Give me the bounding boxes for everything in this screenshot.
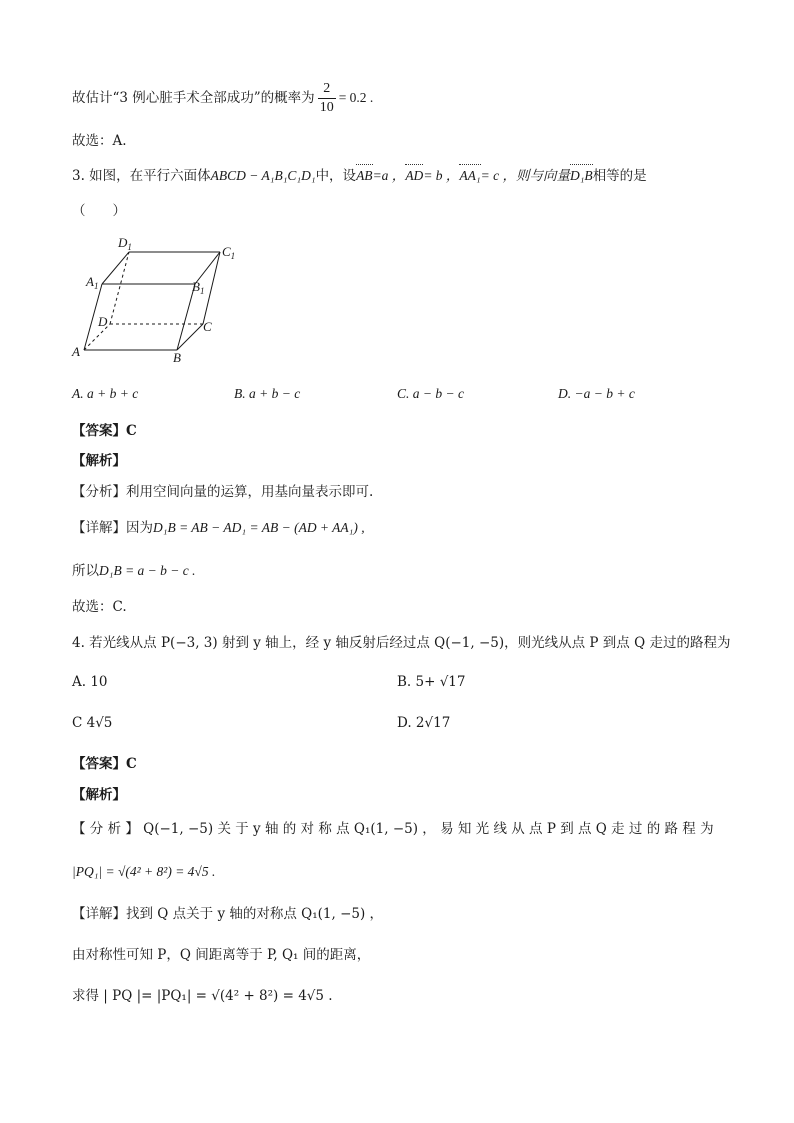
- label-a1: $A_1$: [86, 274, 99, 291]
- option-c: C. a − b − c: [397, 386, 464, 401]
- answer-tag-3: 【答案】C: [72, 423, 137, 439]
- label-b: B: [173, 350, 181, 365]
- label-a: A: [72, 344, 80, 359]
- edge-a1-d1: [102, 252, 129, 284]
- analysis-summary-3: 【分析】利用空间向量的运算，用基向量表示即可.: [72, 484, 374, 500]
- option-b: B. a + b − c: [234, 386, 301, 401]
- detail-3: [72, 518, 365, 538]
- conclusion-3-label: 所以: [72, 563, 99, 579]
- conclusion-3-formula: D₁B = a − b − c .: [99, 563, 196, 578]
- detail-4-line2: 由对称性可知 P，Q 间距离等于 P, Q₁ 间的距离，: [72, 947, 371, 963]
- conclusion-3: [72, 561, 196, 581]
- q3-text: 相等的是: [592, 168, 647, 184]
- q3-solid-name: ABCD − A₁B₁C₁D₁: [210, 168, 316, 183]
- analysis-tag-4: 【解析】: [72, 787, 126, 803]
- analysis-tag-3: 【解析】: [72, 453, 126, 469]
- option-a: A. a + b + c: [72, 386, 139, 401]
- question-4-stem: 4. 若光线从点 P(−3, 3) 射到 y 轴上，经 y 轴反射后经过点 Q(−1, −5)，则光线从点 P 到点 Q 走过的路程为: [72, 635, 731, 651]
- detail-3-label: 【详解】因为: [72, 520, 153, 536]
- label-b1: $B_1$: [192, 279, 205, 296]
- detail-4-line3: 求得 | PQ |= |PQ₁| = √(4² + 8²) = 4√5 .: [72, 988, 333, 1004]
- vector-d1b: D₁B: [570, 166, 593, 186]
- probability-result: = 0.2 .: [338, 90, 374, 105]
- answer-choice-line: 故选：A.: [72, 133, 127, 149]
- probability-text: 故估计“3 例心脏手术全部成功”的概率为: [72, 90, 315, 106]
- q4-option-b: B. 5+ √17: [397, 674, 466, 690]
- choice-3: 故选：C.: [72, 599, 127, 615]
- label-d: D: [98, 314, 108, 329]
- q4-option-a: A. 10: [72, 674, 108, 690]
- fraction: [318, 80, 336, 117]
- fraction-denominator: 10: [319, 100, 334, 115]
- vector-ab: AB: [356, 166, 373, 186]
- question-3-paren: （ ）: [72, 203, 126, 219]
- vector-aa1: AA₁: [459, 166, 480, 186]
- parallelepiped-figure: [70, 232, 250, 367]
- q3-eq: = c ，则与向量: [480, 168, 570, 183]
- line-probability: [72, 80, 373, 117]
- fraction-numerator: 2: [323, 81, 331, 96]
- detail-4-line1: 【详解】找到 Q 点关于 y 轴的对称点 Q₁(1, −5) ，: [72, 906, 384, 922]
- option-d: D. −a − b + c: [558, 386, 635, 401]
- q3-eq: = b ，: [423, 168, 460, 183]
- detail-3-formula: D₁B = AB − AD₁ = AB − (AD + AA₁) ,: [153, 520, 365, 535]
- vector-ad: AD: [405, 166, 423, 186]
- analysis-formula-4: |PQ₁| = √(4² + 8²) = 4√5 .: [72, 864, 216, 879]
- label-c: C: [203, 319, 212, 334]
- label-d1: $D_1$: [118, 235, 132, 252]
- q4-option-d: D. 2√17: [397, 715, 451, 731]
- question-3-stem: [72, 166, 647, 186]
- answer-tag-4: 【答案】C: [72, 756, 137, 772]
- q3-text: 中，设: [315, 168, 357, 184]
- q3-eq: =a ，: [372, 168, 406, 183]
- analysis-summary-4: 【 分 析 】 Q(−1, −5) 关 于 y 轴 的 对 称 点 Q₁(1, −5) ， 易 知 光 线 从 点 P 到 点 Q 走 过 的 路 程 为: [72, 821, 714, 837]
- q4-option-c: C 4√5: [72, 715, 113, 731]
- label-c1: $C_1$: [222, 244, 236, 261]
- q3-text: 3. 如图，在平行六面体: [72, 168, 211, 184]
